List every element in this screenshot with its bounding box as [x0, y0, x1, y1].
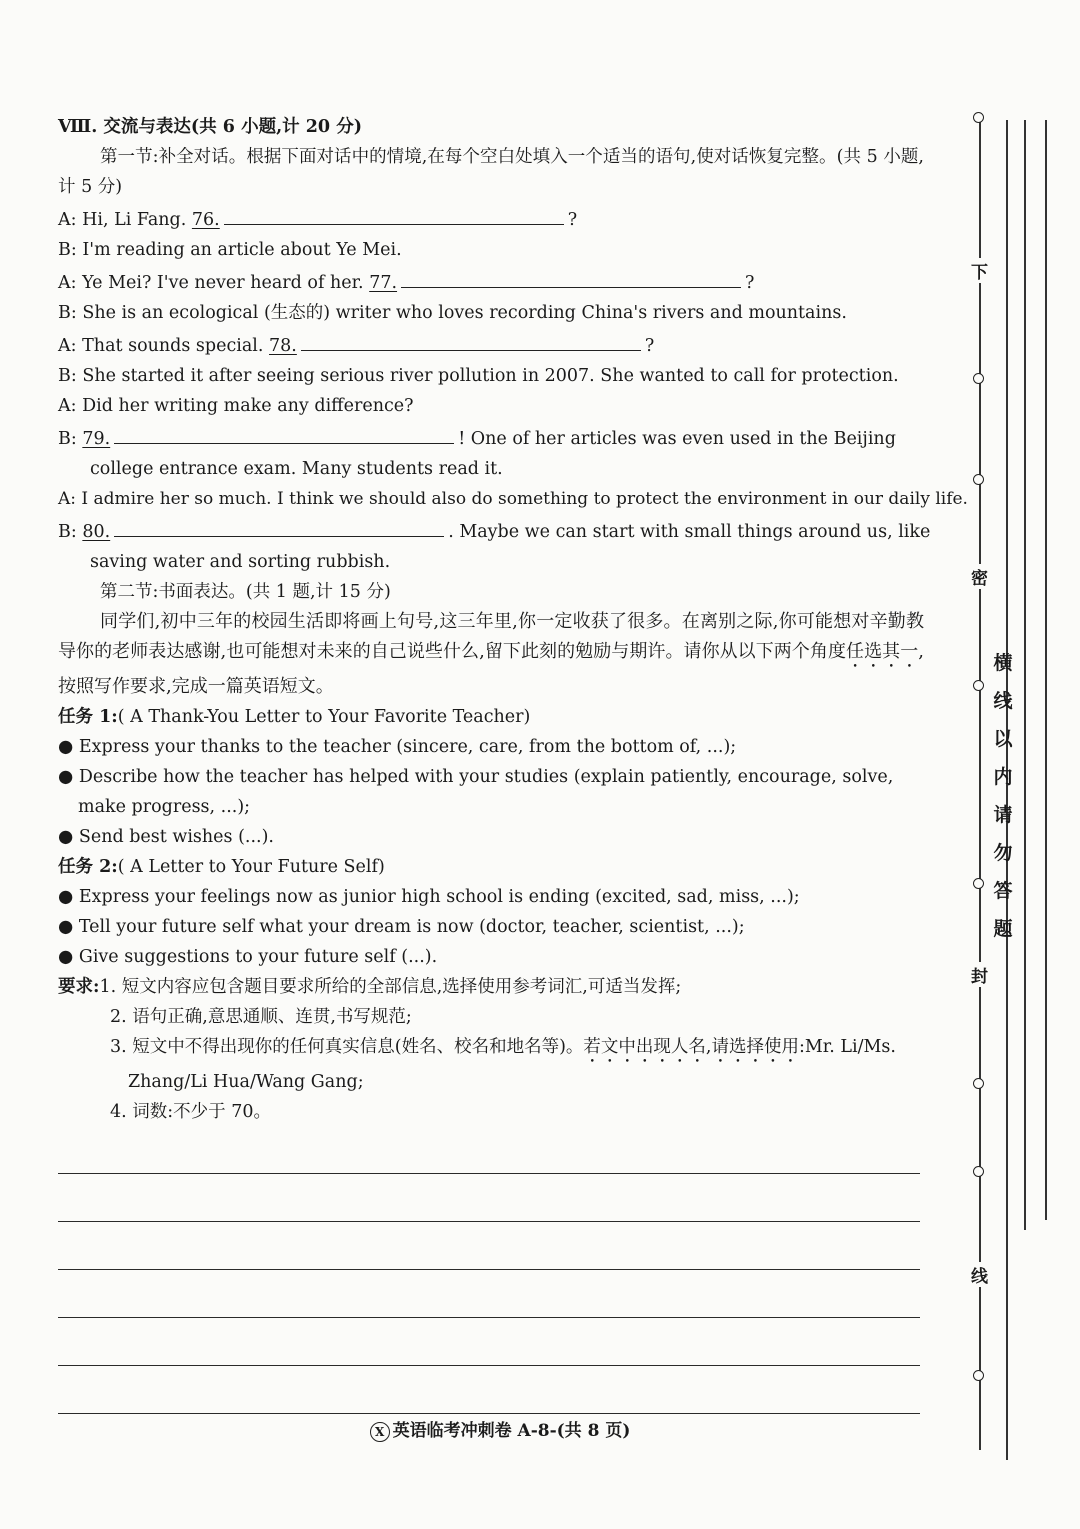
- task2-bullet: ● Tell your future self what your dream is now (doctor, teacher, scientist, ...);: [58, 917, 745, 937]
- circled-x-icon: X: [370, 1422, 390, 1442]
- answer-line[interactable]: [58, 1126, 920, 1174]
- binding-hole: [973, 1370, 984, 1381]
- answer-line[interactable]: [58, 1366, 920, 1414]
- seal-line: [979, 120, 981, 1450]
- requirement-3: 3. 短文中不得出现你的任何真实信息(姓名、校名和地名等)。若文中出现人名,请选择使用:Mr. Li/Ms. Zhang/Li Hua/Wang Gang;: [110, 1037, 896, 1092]
- part1-title: 第一节:补全对话。根据下面对话中的情境,在每个空白处填入一个适当的语句,使对话恢复完整。(共 5 小题,计 5 分): [58, 147, 924, 197]
- border-line: [1045, 120, 1047, 1220]
- answer-blank-79[interactable]: [114, 421, 454, 444]
- dialogue-line-continued: saving water and sorting rubbish.: [90, 552, 391, 572]
- task1-bullet: ● Describe how the teacher has helped with your studies (explain patiently, encourage, solve, make progress, ...);: [58, 767, 894, 817]
- task1-heading: 任务 1:( A Thank-You Letter to Your Favorite Teacher): [58, 707, 531, 727]
- blank-77-number: 77.: [369, 273, 398, 293]
- answer-line[interactable]: [58, 1318, 920, 1366]
- binding-char-mi: 密: [971, 564, 988, 589]
- no-answer-notice: 横 线 以 内 请 勿 答 题: [993, 652, 1013, 940]
- dialogue-line: B: She is an ecological (生态的) writer who loves recording China's rivers and mountains.: [58, 303, 847, 323]
- border-line: [1024, 120, 1026, 1230]
- dialogue-line: B: I'm reading an article about Ye Mei.: [58, 240, 402, 260]
- binding-char-feng: 封: [971, 962, 988, 987]
- answer-blank-80[interactable]: [114, 514, 444, 537]
- binding-hole: [973, 373, 984, 384]
- binding-hole: [973, 878, 984, 889]
- dialogue-line: A: Hi, Li Fang. 76. ?: [58, 202, 924, 235]
- answer-lines[interactable]: [58, 1126, 920, 1414]
- binding-hole: [973, 474, 984, 485]
- binding-hole: [973, 112, 984, 123]
- binding-hole: [973, 1166, 984, 1177]
- dialogue-line: B: She started it after seeing serious river pollution in 2007. She wanted to call for protection.: [58, 366, 899, 386]
- requirement-1: 要求:1. 短文内容应包含题目要求所给的全部信息,选择使用参考词汇,可适当发挥;: [58, 977, 682, 997]
- task2-heading: 任务 2:( A Letter to Your Future Self): [58, 857, 385, 877]
- task2-bullet: ● Express your feelings now as junior high school is ending (excited, sad, miss, ...);: [58, 887, 800, 907]
- binding-margin: [960, 100, 1080, 1460]
- blank-80-number: 80.: [82, 522, 111, 542]
- dialogue-line: A: Ye Mei? I've never heard of her. 77. ?: [58, 265, 924, 298]
- exam-page: [58, 112, 968, 1127]
- binding-char-xia: 下: [971, 258, 988, 283]
- dialogue-line: A: I admire her so much. I think we should also do something to protect the environment in our daily life.: [58, 489, 968, 509]
- answer-blank-76[interactable]: [224, 202, 564, 225]
- page-footer: X 英语临考冲刺卷 A-8-(共 8 页): [0, 1416, 1000, 1442]
- part2-title: 第二节:书面表达。(共 1 题,计 15 分): [100, 582, 391, 602]
- blank-79-number: 79.: [82, 429, 111, 449]
- task1-bullet: ● Express your thanks to the teacher (sincere, care, from the bottom of, ...);: [58, 737, 737, 757]
- answer-line[interactable]: [58, 1174, 920, 1222]
- task2-bullet: ● Give suggestions to your future self (...).: [58, 947, 438, 967]
- blank-76-number: 76.: [191, 210, 220, 230]
- dialogue-line: B: 79. ! One of her articles was even used in the Beijing: [58, 421, 924, 454]
- requirement-2: 2. 语句正确,意思通顺、连贯,书写规范;: [110, 1007, 412, 1027]
- dialogue-line-continued: college entrance exam. Many students read it.: [90, 459, 503, 479]
- blank-78-number: 78.: [269, 336, 297, 356]
- answer-line[interactable]: [58, 1222, 920, 1270]
- task1-bullet: ● Send best wishes (...).: [58, 827, 274, 847]
- requirement-4: 4. 词数:不少于 70。: [110, 1102, 271, 1122]
- binding-hole: [973, 1078, 984, 1089]
- answer-blank-78[interactable]: [301, 328, 641, 351]
- dialogue-line: A: That sounds special. 78. ?: [58, 328, 924, 361]
- answer-blank-77[interactable]: [401, 265, 741, 288]
- section-title: Ⅷ. 交流与表达(共 6 小题,计 20 分): [58, 117, 362, 137]
- answer-line[interactable]: [58, 1270, 920, 1318]
- binding-hole: [973, 680, 984, 691]
- binding-char-xian: 线: [971, 1262, 988, 1287]
- dialogue-line: B: 80. . Maybe we can start with small things around us, like: [58, 514, 924, 547]
- writing-prompt: 同学们,初中三年的校园生活即将画上句号,这三年里,你一定收获了很多。在离别之际,你可能想对辛勤教导你的老师表达感谢,也可能想对未来的自己说些什么,留下此刻的勉励与期许。请你从以下两个角度任选其一,按照写作要求,完成一篇英语短文。: [58, 611, 924, 697]
- dialogue-line: A: Did her writing make any difference?: [58, 396, 414, 416]
